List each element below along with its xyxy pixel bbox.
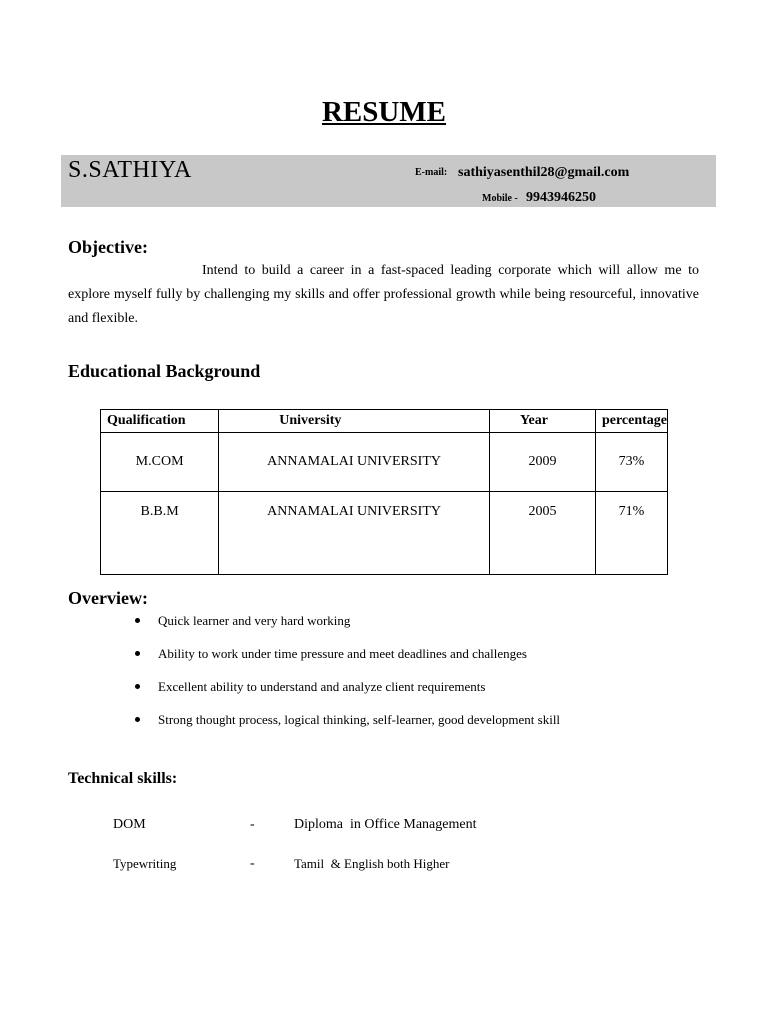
list-item-text: Quick learner and very hard working xyxy=(158,613,351,628)
email-value: sathiyasenthil28@gmail.com xyxy=(458,165,630,180)
list-item xyxy=(140,612,560,645)
cell-university: ANNAMALAI UNIVERSITY xyxy=(219,433,490,492)
column-header-year: Year xyxy=(489,410,595,433)
list-item-text: Ability to work under time pressure and meet deadlines and challenges xyxy=(158,646,527,661)
bullet-icon xyxy=(135,684,140,689)
skill-description: Tamil & English both Higher xyxy=(294,856,450,871)
list-item xyxy=(140,645,560,678)
column-header-percentage: percentage xyxy=(595,410,667,433)
objective-text: Intend to build a career in a fast-spaced leading corporate which will allow me to explore myself fully by challenging my skills and offer professional growth while being resourceful, innovative and flexible. xyxy=(68,263,699,326)
page-title: RESUME xyxy=(321,96,447,128)
table-row xyxy=(101,492,668,575)
cell-university: ANNAMALAI UNIVERSITY xyxy=(219,492,490,575)
education-heading: Educational Background xyxy=(68,361,261,381)
list-item xyxy=(140,711,560,744)
skill-separator: - xyxy=(250,817,255,832)
bullet-icon xyxy=(135,717,140,722)
list-item-text: Excellent ability to understand and analyze client requirements xyxy=(158,679,486,694)
cell-year: 2005 xyxy=(489,492,595,575)
education-table xyxy=(100,409,668,575)
table-header-row xyxy=(101,410,668,433)
column-header-qualification: Qualification xyxy=(101,410,219,433)
cell-percentage: 71% xyxy=(595,492,667,575)
skill-description: Diploma in Office Management xyxy=(294,817,477,832)
list-item xyxy=(140,678,560,711)
objective-heading: Objective: xyxy=(68,237,148,257)
cell-qualification: M.COM xyxy=(101,433,219,492)
bullet-icon xyxy=(135,651,140,656)
cell-year: 2009 xyxy=(489,433,595,492)
email-label: E-mail: xyxy=(415,167,448,178)
overview-heading: Overview: xyxy=(68,588,148,608)
mobile-value: 9943946250 xyxy=(526,190,596,205)
skill-separator: - xyxy=(250,856,255,871)
column-header-university: University xyxy=(219,410,490,433)
table-row xyxy=(101,433,668,492)
bullet-icon xyxy=(135,618,140,623)
list-item-text: Strong thought process, logical thinking, self-learner, good development skill xyxy=(158,712,561,727)
skill-name: DOM xyxy=(113,817,146,832)
candidate-name: S.SATHIYA xyxy=(68,157,192,183)
cell-percentage: 73% xyxy=(595,433,667,492)
technical-skills-heading: Technical skills: xyxy=(68,770,178,787)
cell-qualification: B.B.M xyxy=(101,492,219,575)
mobile-label: Mobile - xyxy=(482,193,518,204)
skill-name: Typewriting xyxy=(113,856,177,871)
overview-list xyxy=(140,612,560,744)
